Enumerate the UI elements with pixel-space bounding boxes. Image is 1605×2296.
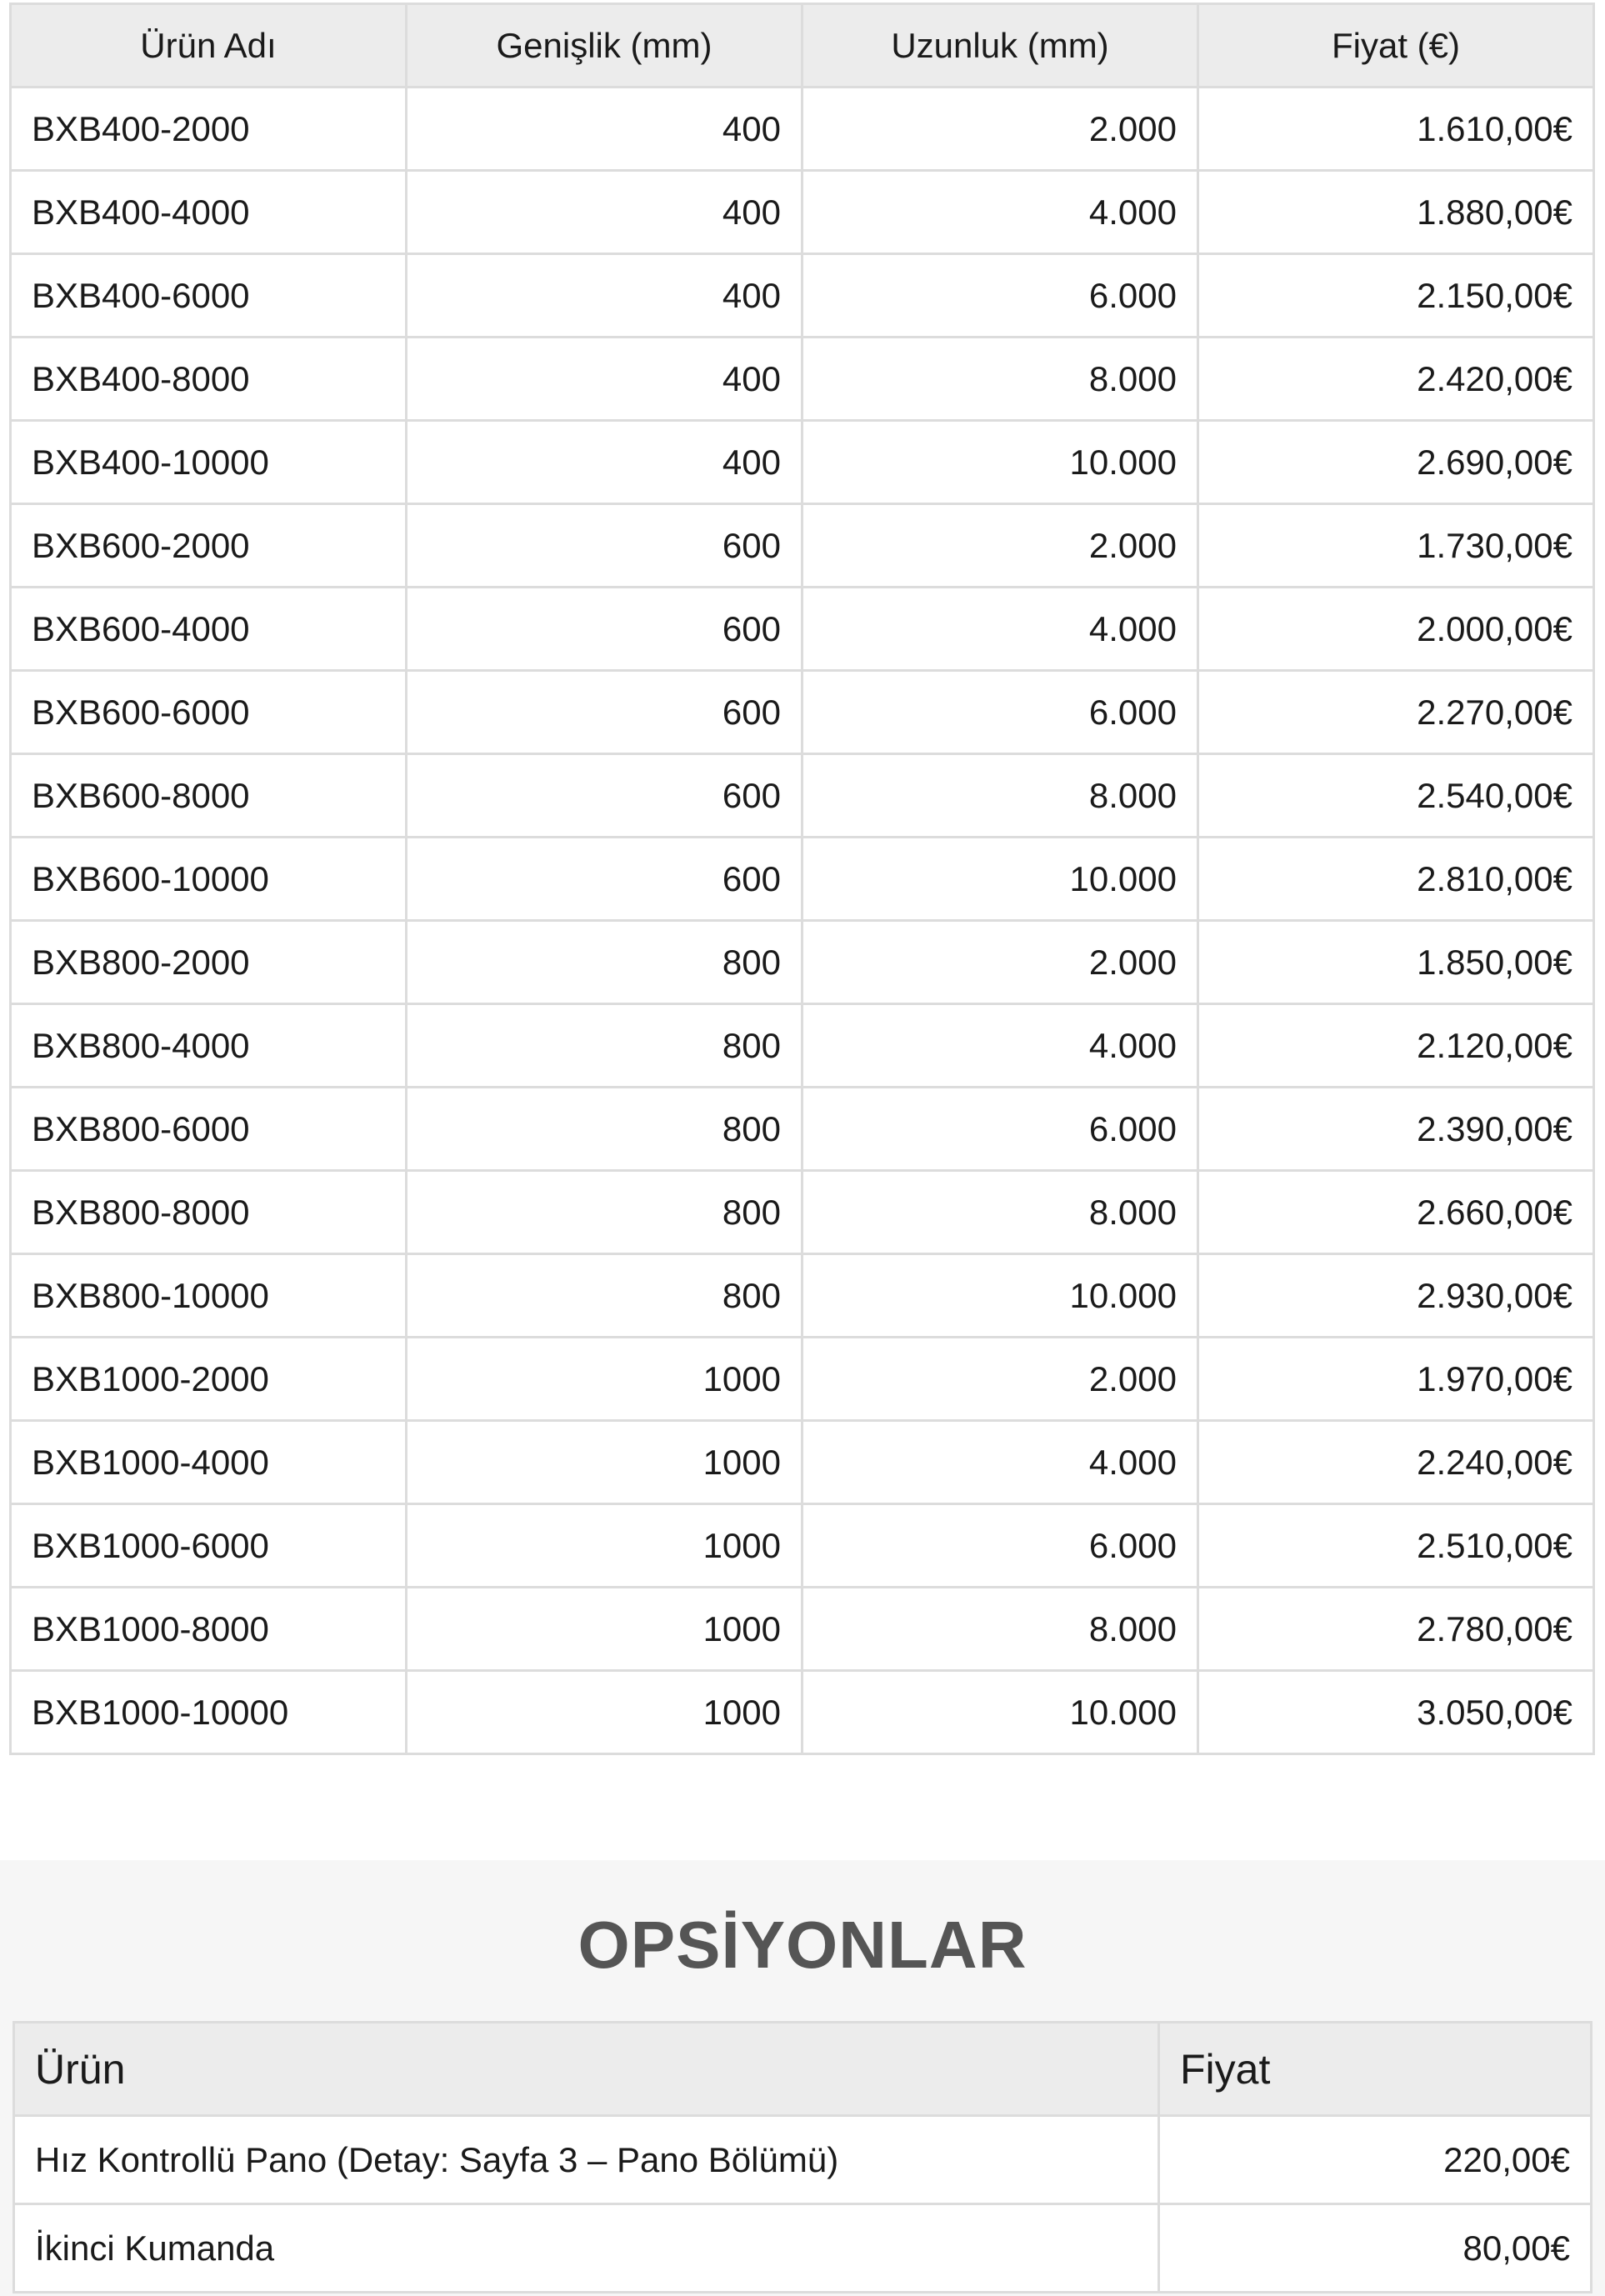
length-cell: 8.000 <box>802 338 1198 421</box>
header-width: Genişlik (mm) <box>407 4 802 88</box>
price-cell: 1.850,00€ <box>1198 921 1594 1004</box>
product-name-cell: BXB400-2000 <box>11 88 407 171</box>
width-cell: 400 <box>407 421 802 504</box>
header-product-name: Ürün Adı <box>11 4 407 88</box>
price-cell: 2.540,00€ <box>1198 754 1594 838</box>
table-row <box>11 1504 1594 1588</box>
length-cell: 6.000 <box>802 1504 1198 1588</box>
width-cell: 400 <box>407 88 802 171</box>
price-cell: 1.610,00€ <box>1198 88 1594 171</box>
price-cell: 2.930,00€ <box>1198 1254 1594 1338</box>
length-cell: 2.000 <box>802 88 1198 171</box>
length-cell: 8.000 <box>802 1171 1198 1254</box>
product-name-cell: BXB800-6000 <box>11 1088 407 1171</box>
table-row <box>11 254 1594 338</box>
width-cell: 1000 <box>407 1504 802 1588</box>
width-cell: 800 <box>407 1004 802 1088</box>
product-name-cell: BXB400-4000 <box>11 171 407 254</box>
price-cell: 3.050,00€ <box>1198 1671 1594 1754</box>
price-cell: 1.730,00€ <box>1198 504 1594 588</box>
table-row <box>11 1088 1594 1171</box>
width-cell: 400 <box>407 254 802 338</box>
price-cell: 2.120,00€ <box>1198 1004 1594 1088</box>
width-cell: 600 <box>407 754 802 838</box>
length-cell: 4.000 <box>802 588 1198 671</box>
table-row <box>11 1588 1594 1671</box>
product-name-cell: BXB800-4000 <box>11 1004 407 1088</box>
length-cell: 4.000 <box>802 1421 1198 1504</box>
product-name-cell: BXB600-10000 <box>11 838 407 921</box>
price-cell: 2.270,00€ <box>1198 671 1594 754</box>
width-cell: 1000 <box>407 1671 802 1754</box>
header-option-price: Fiyat <box>1159 2023 1592 2116</box>
width-cell: 400 <box>407 171 802 254</box>
products-header-row <box>11 4 1594 88</box>
table-row <box>11 671 1594 754</box>
length-cell: 2.000 <box>802 504 1198 588</box>
product-name-cell: BXB1000-6000 <box>11 1504 407 1588</box>
price-cell: 2.780,00€ <box>1198 1588 1594 1671</box>
width-cell: 1000 <box>407 1338 802 1421</box>
options-header-row <box>14 2023 1592 2116</box>
option-price-cell: 80,00€ <box>1159 2204 1592 2293</box>
table-row <box>11 421 1594 504</box>
table-row <box>11 338 1594 421</box>
option-price-cell: 220,00€ <box>1159 2116 1592 2204</box>
width-cell: 600 <box>407 671 802 754</box>
table-row <box>11 1671 1594 1754</box>
product-name-cell: BXB1000-10000 <box>11 1671 407 1754</box>
table-row <box>11 754 1594 838</box>
product-name-cell: BXB600-6000 <box>11 671 407 754</box>
product-name-cell: BXB1000-4000 <box>11 1421 407 1504</box>
length-cell: 2.000 <box>802 1338 1198 1421</box>
table-row <box>11 504 1594 588</box>
table-row <box>11 921 1594 1004</box>
price-cell: 2.240,00€ <box>1198 1421 1594 1504</box>
options-title: OPSİYONLAR <box>578 1908 1028 1982</box>
length-cell: 8.000 <box>802 754 1198 838</box>
width-cell: 800 <box>407 921 802 1004</box>
product-name-cell: BXB400-6000 <box>11 254 407 338</box>
table-row <box>11 838 1594 921</box>
length-cell: 10.000 <box>802 838 1198 921</box>
width-cell: 600 <box>407 838 802 921</box>
header-price: Fiyat (€) <box>1198 4 1594 88</box>
table-row <box>11 1004 1594 1088</box>
width-cell: 800 <box>407 1088 802 1171</box>
width-cell: 400 <box>407 338 802 421</box>
product-name-cell: BXB600-2000 <box>11 504 407 588</box>
price-cell: 2.420,00€ <box>1198 338 1594 421</box>
product-name-cell: BXB400-10000 <box>11 421 407 504</box>
width-cell: 1000 <box>407 1421 802 1504</box>
length-cell: 10.000 <box>802 1254 1198 1338</box>
products-table <box>9 3 1595 1755</box>
length-cell: 2.000 <box>802 921 1198 1004</box>
width-cell: 800 <box>407 1254 802 1338</box>
length-cell: 6.000 <box>802 254 1198 338</box>
width-cell: 600 <box>407 588 802 671</box>
price-cell: 2.660,00€ <box>1198 1171 1594 1254</box>
length-cell: 6.000 <box>802 671 1198 754</box>
price-cell: 2.510,00€ <box>1198 1504 1594 1588</box>
product-name-cell: BXB600-4000 <box>11 588 407 671</box>
product-name-cell: BXB1000-2000 <box>11 1338 407 1421</box>
product-name-cell: BXB800-10000 <box>11 1254 407 1338</box>
product-name-cell: BXB400-8000 <box>11 338 407 421</box>
price-cell: 2.000,00€ <box>1198 588 1594 671</box>
length-cell: 8.000 <box>802 1588 1198 1671</box>
length-cell: 10.000 <box>802 1671 1198 1754</box>
price-cell: 2.690,00€ <box>1198 421 1594 504</box>
price-cell: 2.390,00€ <box>1198 1088 1594 1171</box>
price-cell: 1.970,00€ <box>1198 1338 1594 1421</box>
table-row <box>11 88 1594 171</box>
product-name-cell: BXB1000-8000 <box>11 1588 407 1671</box>
header-length: Uzunluk (mm) <box>802 4 1198 88</box>
product-name-cell: BXB800-2000 <box>11 921 407 1004</box>
table-row <box>11 1171 1594 1254</box>
length-cell: 4.000 <box>802 171 1198 254</box>
length-cell: 4.000 <box>802 1004 1198 1088</box>
product-name-cell: BXB600-8000 <box>11 754 407 838</box>
price-cell: 1.880,00€ <box>1198 171 1594 254</box>
product-name-cell: BXB800-8000 <box>11 1171 407 1254</box>
options-table <box>12 2021 1592 2293</box>
table-row <box>11 171 1594 254</box>
table-row <box>11 588 1594 671</box>
table-row <box>11 1421 1594 1504</box>
width-cell: 1000 <box>407 1588 802 1671</box>
header-option-product: Ürün <box>14 2023 1159 2116</box>
table-row <box>14 2116 1592 2204</box>
price-cell: 2.150,00€ <box>1198 254 1594 338</box>
width-cell: 600 <box>407 504 802 588</box>
option-name-cell: Hız Kontrollü Pano (Detay: Sayfa 3 – Pano Bölümü) <box>14 2116 1159 2204</box>
table-row <box>11 1254 1594 1338</box>
price-cell: 2.810,00€ <box>1198 838 1594 921</box>
table-row <box>11 1338 1594 1421</box>
width-cell: 800 <box>407 1171 802 1254</box>
length-cell: 10.000 <box>802 421 1198 504</box>
table-row <box>14 2204 1592 2293</box>
option-name-cell: İkinci Kumanda <box>14 2204 1159 2293</box>
length-cell: 6.000 <box>802 1088 1198 1171</box>
